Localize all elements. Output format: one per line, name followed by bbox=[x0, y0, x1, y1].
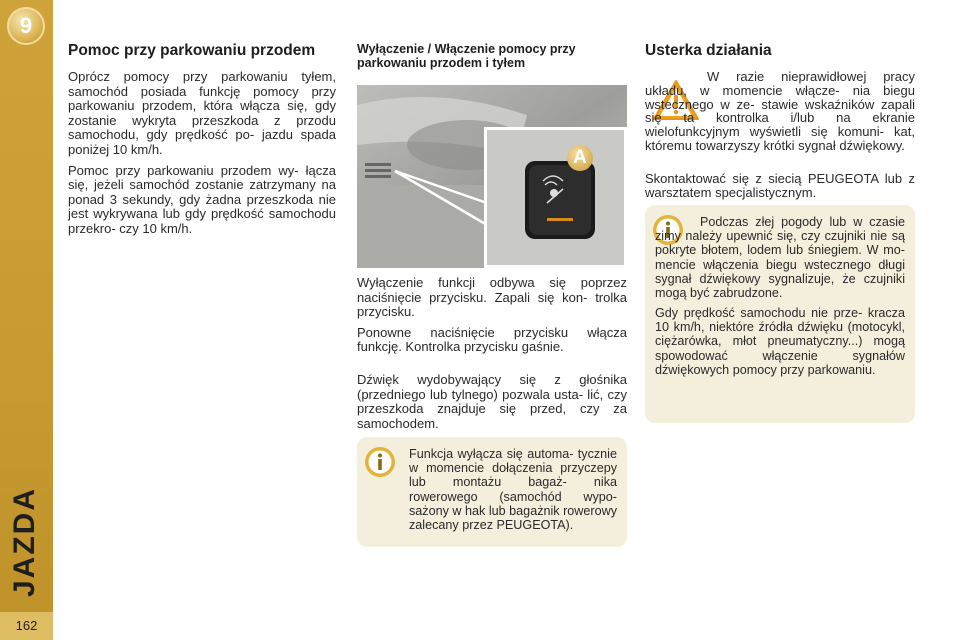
info-icon bbox=[364, 446, 396, 478]
section-front-parking-assist bbox=[68, 42, 336, 243]
chapter-number: 9 bbox=[19, 13, 33, 38]
toggle-instructions bbox=[357, 276, 627, 361]
page-number: 162 bbox=[0, 612, 53, 640]
paragraph: Dźwięk wydobywający się z głośnika (przedniego lub tylnego) pozwala usta- lić, czy przeszkoda znajduje się przed, czy za samochodem. bbox=[357, 372, 627, 431]
callout-a-label: A bbox=[567, 145, 593, 171]
note-text: Gdy prędkość samochodu nie prze- kracza 10 km/h, niektóre źródła dźwięku (motocykl, ciężarówka, młot pneumatyczny...) mogą spowodować włączenie sygnałów dźwiękowych pomocy przy parkowaniu. bbox=[655, 306, 905, 377]
note-text: Funkcja wyłącza się automa- tycznie w momencie dołączenia przyczepy lub montażu bagaż- nika rowerowego (samochód wypo- sażony w hak lub bagażnik rowerowy zalecany przez PEUGEOTA). bbox=[409, 447, 617, 533]
paragraph: W razie nieprawidłowej pracy układu, w momencie włącze- nia biegu wstecznego w ze- stawie wskaźników zapali się ta kontrolka i/lub na ekranie wielofunkcyjnym wyświetli się komuni- kat, któremu towarzyszy krótki sygnał dźwiękowy. bbox=[645, 69, 915, 153]
section-heading: Usterka działania bbox=[645, 42, 772, 59]
chapter-badge bbox=[7, 7, 45, 45]
section-malfunction bbox=[645, 42, 915, 68]
section-toggle-parking-assist bbox=[357, 42, 627, 70]
paragraph: Ponowne naciśnięcie przycisku włącza funkcję. Kontrolka przycisku gaśnie. bbox=[357, 324, 627, 355]
paragraph: Oprócz pomocy przy parkowaniu tyłem, samochód posiada funkcję pomocy przy parkowaniu przodem, która włącza się, gdy zostanie wykryta przeszkoda z przodu samochodu, gdy prędkość po- jazdu spada poniżej 10 km/h. bbox=[68, 69, 336, 157]
paragraph: Skontaktować się z siecią PEUGEOTA lub z warsztatem specjalistycznym. bbox=[645, 171, 915, 200]
note-text: Podczas złej pogody lub w czasie zimy należy upewnić się, czy czujniki nie są pokryte błotem, lodem lub śniegiem. W mo- mencie włączenia biegu wstecznego długi sygnał dźwiękowy sygnalizuje, że czujniki mogą być zabrudzone. bbox=[655, 215, 905, 301]
section-heading: Wyłączenie / Włączenie pomocy przy parkowaniu przodem i tyłem bbox=[357, 42, 576, 70]
paragraph: Wyłączenie funkcji odbywa się poprzez naciśnięcie przycisku. Zapali się kon- trolka przycisku. bbox=[357, 275, 627, 320]
dashboard-button-photo bbox=[357, 85, 627, 268]
section-heading: Pomoc przy parkowaniu przodem bbox=[68, 42, 316, 59]
photo-illustration bbox=[357, 85, 627, 268]
speaker-info bbox=[357, 373, 627, 431]
chapter-title: JAZDA bbox=[8, 486, 41, 597]
info-note-weather bbox=[645, 205, 915, 423]
info-note-trailer bbox=[357, 437, 627, 547]
chapter-sidebar bbox=[0, 0, 53, 640]
paragraph: Pomoc przy parkowaniu przodem wy- łącza się, jeżeli samochód zostanie zatrzymany na ponad 3 sekundy, gdy żadna przeszkoda nie jest wykrywana lub gdy prędkość samochodu przekro- czy 10 km/h. bbox=[68, 162, 336, 236]
